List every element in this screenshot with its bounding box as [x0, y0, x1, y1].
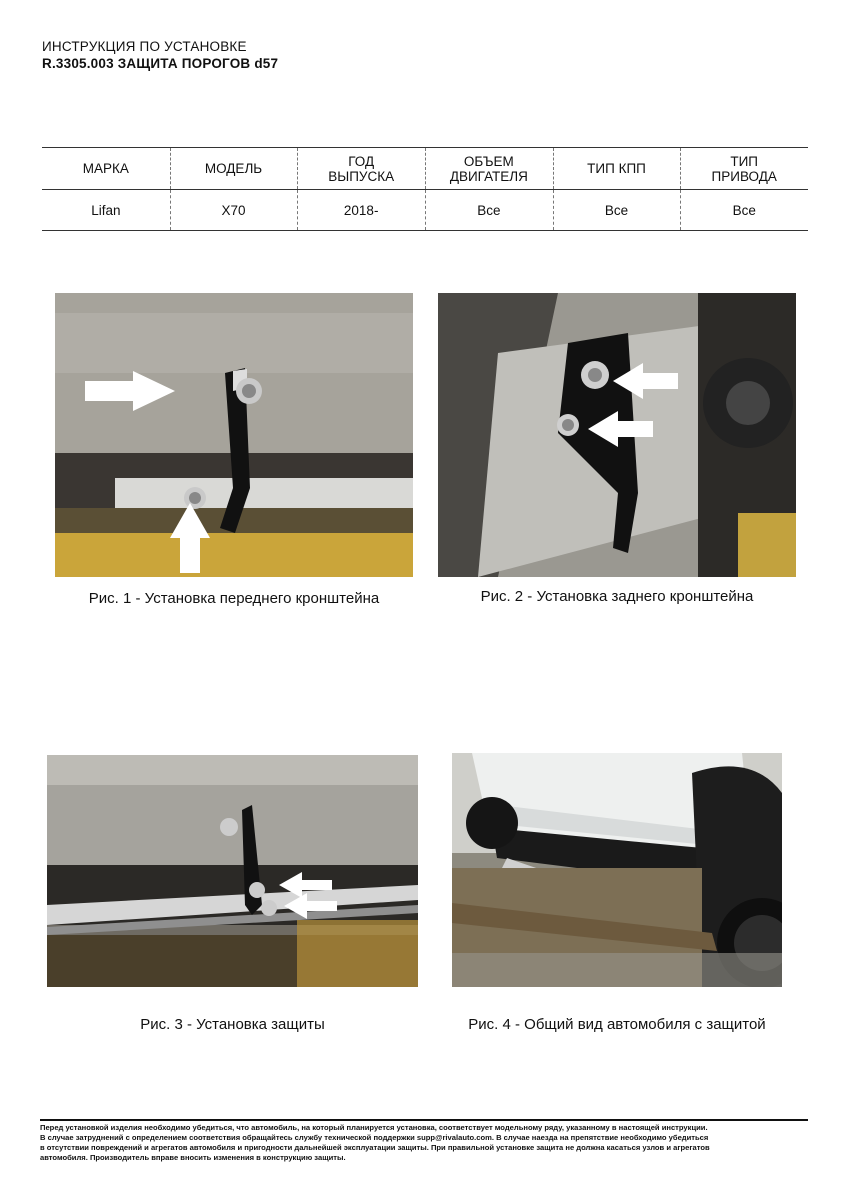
value-make: Lifan: [91, 202, 121, 218]
footer-line-2: В случае затруднений с определением соответствия обращайтесь службу технической поддержки supp@rivalauto.com. В случае наезда на препятствие необходимо убедиться: [40, 1133, 709, 1142]
header-year: ГОД ВЫПУСКА: [297, 148, 425, 189]
value-engine: Все: [425, 190, 553, 230]
figure-2-caption: Рис. 2 - Установка заднего кронштейна: [480, 588, 754, 605]
footer-line-3: в отсутствии повреждений и агрегатов автомобиля и пригодности дальнейшей эксплуатации защиты. При правильной установке защита не должна касаться узлов и агрегатов: [40, 1143, 710, 1152]
figure-3-photo: [47, 755, 418, 987]
figure-2-photo: [438, 293, 796, 577]
value-transmission: Все: [553, 190, 681, 230]
footer-divider: [40, 1119, 808, 1121]
figure-4-caption: Рис. 4 - Общий вид автомобиля с защитой: [468, 1016, 766, 1033]
value-year: 2018-: [297, 190, 425, 230]
value-drive: Все: [680, 190, 808, 230]
value-model: X70: [170, 190, 298, 230]
header-transmission: ТИП КПП: [553, 148, 681, 189]
footer-line-1: Перед установкой изделия необходимо убедиться, что автомобиль, на который планируется установка, соответствует модельному ряду, указанному в настоящей инструкции.: [40, 1123, 708, 1132]
header-engine: ОБЪЕМ ДВИГАТЕЛЯ: [425, 148, 553, 189]
figure-1-caption: Рис. 1 - Установка переднего кронштейна: [88, 590, 380, 607]
footer-disclaimer: [40, 1123, 810, 1163]
product-code-title: R.3305.003 ЗАЩИТА ПОРОГОВ d57: [42, 56, 279, 71]
spec-value-row: [42, 190, 808, 230]
header-drive: ТИП ПРИВОДА: [680, 148, 808, 189]
figure-1-photo: [55, 293, 413, 577]
header-make: МАРКА: [82, 161, 129, 176]
document-title: ИНСТРУКЦИЯ ПО УСТАНОВКЕ: [42, 39, 247, 54]
footer-line-4: автомобиля. Производитель вправе вносить изменения в конструкцию защиты.: [40, 1153, 346, 1162]
spec-header-row: [42, 148, 808, 189]
figure-4-photo: [452, 753, 782, 987]
header-model: МОДЕЛЬ: [170, 148, 298, 189]
figure-3-caption: Рис. 3 - Установка защиты: [140, 1016, 325, 1033]
